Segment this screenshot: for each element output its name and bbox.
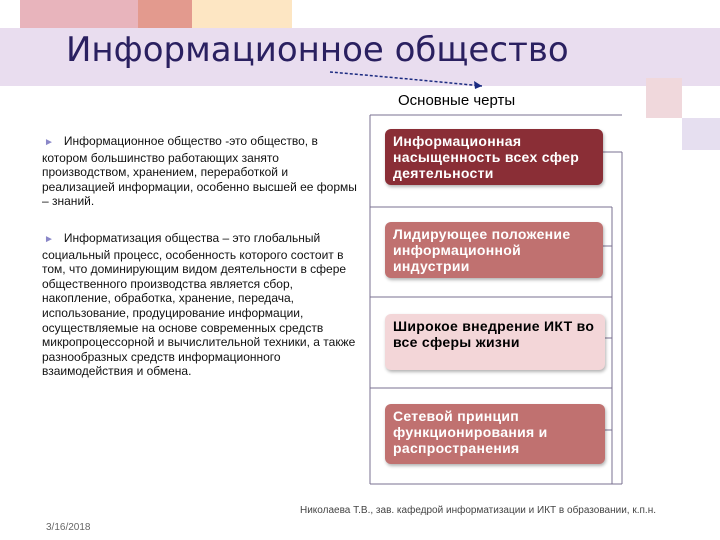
slide-title: Информационное общество: [66, 30, 569, 70]
definition-term: Информационное общество: [63, 134, 222, 148]
definition-term: Информатизация общества: [63, 230, 220, 245]
footer-date: 3/16/2018: [46, 522, 91, 533]
feature-box-saturation: Информационная насыщенность всех сфер деятельности: [385, 129, 603, 185]
title-arrow: [330, 72, 482, 86]
definition-text: -это общество, в котором большинство работающих занято производством, хранением, переработкой и реализацией информации, особенно высшей ее формы – знаний.: [42, 134, 357, 209]
triangle-bullet-icon: ►: [44, 233, 54, 245]
feature-box-network: Сетевой принцип функционирования и распространения: [385, 404, 605, 464]
arrow-head-icon: [474, 81, 482, 89]
subtitle: Основные черты: [398, 92, 516, 109]
definition-paragraph: [42, 231, 360, 379]
definition-text: – это глобальный социальный процесс, особенность которого состоит в том, что доминирующим видом деятельности в сфере общественного производства является сбор, накопление, обработка, хранение, передача, использование, продуцирование информации, осуществляемые на основе современных средств микропроцессорной и вычислительной техники, а также разнообразных средств информационного взаимодействия и обмена.: [42, 230, 356, 379]
footer-author: Николаева Т.В., зав. кафедрой информатизации и ИКТ в образовании, к.п.н.: [300, 505, 656, 516]
definition-paragraph: [42, 134, 360, 209]
feature-box-industry: Лидирующее положение информационной индустрии: [385, 222, 603, 278]
triangle-bullet-icon: ►: [44, 137, 54, 148]
definitions: [42, 134, 360, 401]
feature-box-ict: Широкое внедрение ИКТ во все сферы жизни: [385, 314, 605, 370]
